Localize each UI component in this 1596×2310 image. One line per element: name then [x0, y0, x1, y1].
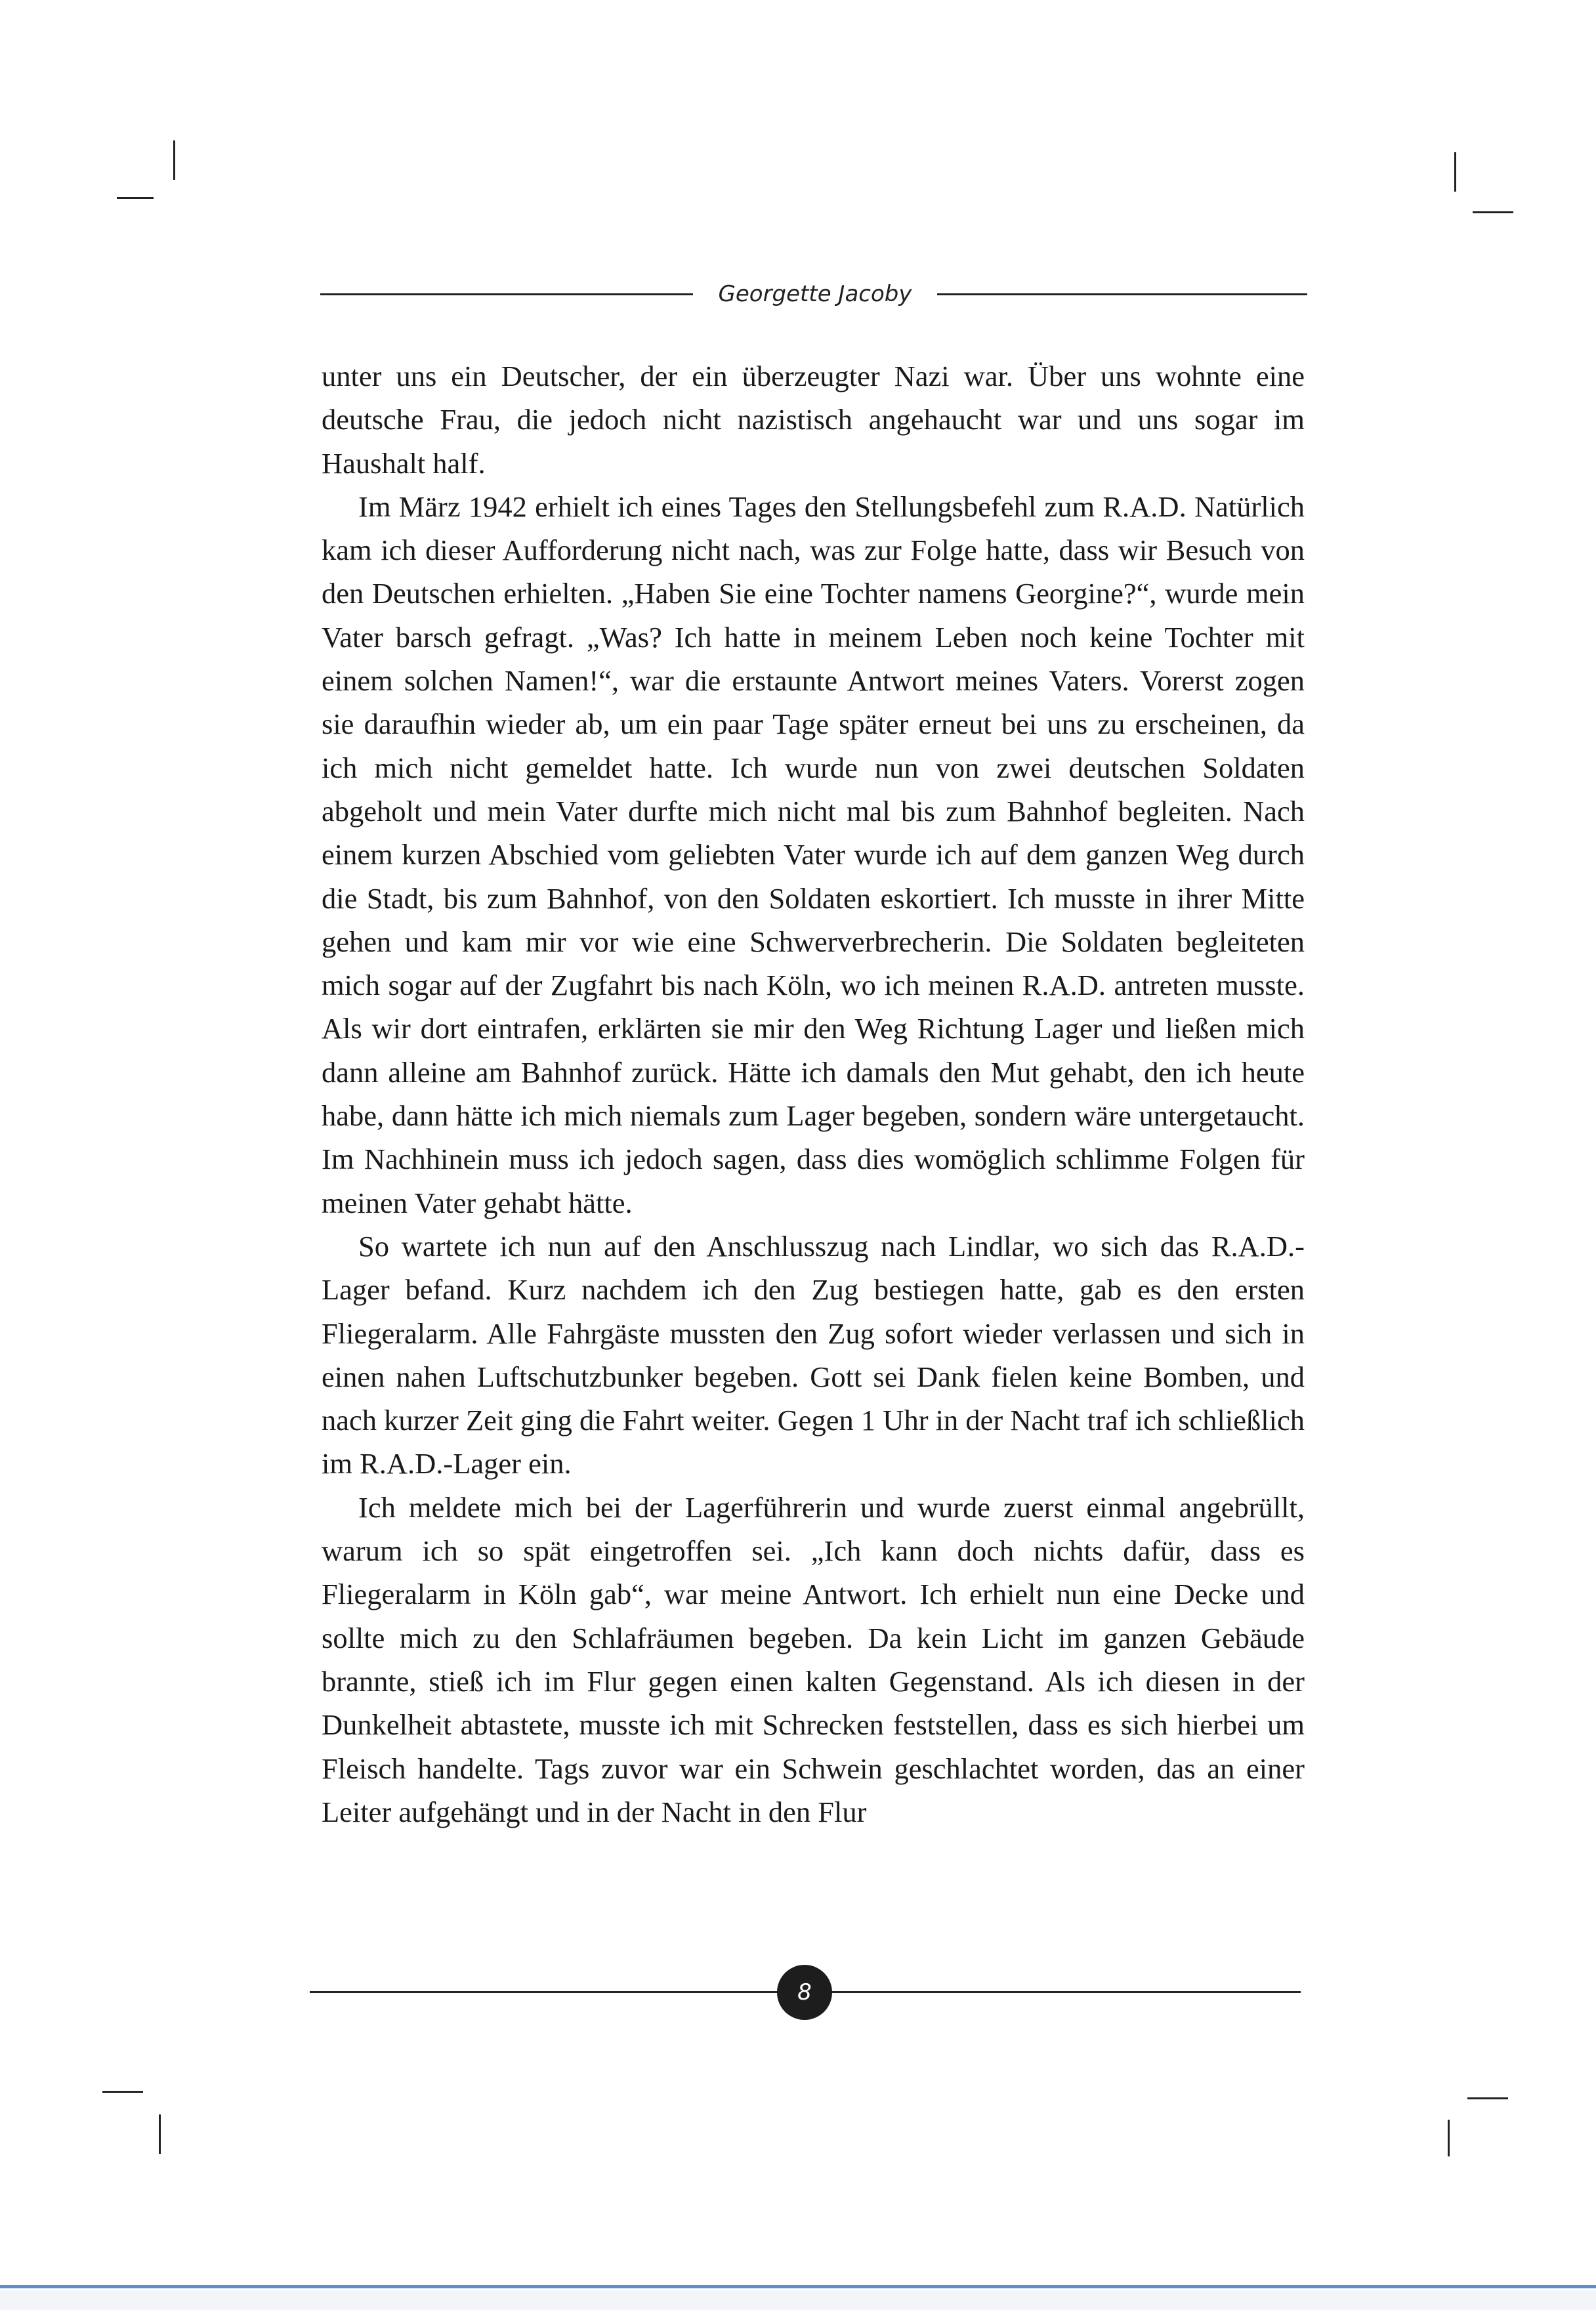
scan-edge-line: [0, 2285, 1596, 2288]
crop-mark-bottom-right-vertical: [1448, 2120, 1450, 2156]
crop-mark-bottom-left-horizontal: [102, 2091, 143, 2093]
crop-mark-bottom-left-vertical: [159, 2114, 161, 2154]
crop-mark-top-left-horizontal: [117, 197, 154, 199]
paragraph-4: Ich meldete mich bei der Lagerführerin und wurde zuerst einmal angebrüllt, warum ich so spät eingetroffen sei. „Ich kann doch nichts dafür, dass es Fliegeralarm in Köln gab“, war meine Antwort. Ich erhielt nun eine Decke und sollte mich zu den Schlafräumen begeben. Da kein Licht im ganzen Gebäude brannte, stieß ich im Flur gegen einen kalten Gegenstand. Als ich diesen in der Dunkelheit abtastete, musste ich mit Schrecken feststellen, dass es sich hierbei um Fleisch handelte. Tags zuvor war ein Schwein geschlachtet worden, das an einer Leiter aufgehängt und in der Nacht in den Flur: [322, 1490, 1305, 1828]
paragraph-3: So wartete ich nun auf den Anschlusszug nach Lindlar, wo sich das R.A.D.-Lager befand. Kurz nachdem ich den Zug bestiegen hatte, gab es den ersten Fliegeralarm. Alle Fahrgäste mussten den Zug sofort wieder verlassen und sich in einen nahen Luftschutzbunker begeben. Gott sei Dank fielen keine Bomben, und nach kurzer Zeit ging die Fahrt weiter. Gegen 1 Uhr in der Nacht traf ich schließlich im R.A.D.-Lager ein.: [322, 1229, 1305, 1480]
page-number-badge: [777, 1965, 832, 2020]
body-text: [322, 354, 1305, 1834]
crop-mark-top-left-vertical: [173, 140, 175, 180]
running-header: [320, 274, 1307, 314]
crop-mark-bottom-right-horizontal: [1467, 2097, 1508, 2099]
paragraph-2: Im März 1942 erhielt ich eines Tages den Stellungsbefehl zum R.A.D. Natürlich kam ich dieser Aufforderung nicht nach, was zur Folge hatte, dass wir Besuch von den Deutschen erhielten. „Haben Sie eine Tochter namens Georgine?“, wurde mein Vater barsch gefragt. „Was? Ich hatte in meinem Leben noch keine Tochter mit einem solchen Namen!“, war die erstaunte Antwort meines Vaters. Vorerst zogen sie daraufhin wieder ab, um ein paar Tage später erneut bei uns zu erscheinen, da ich mich nicht gemeldet hatte. Ich wurde nun von zwei deutschen Soldaten abgeholt und mein Vater durfte mich nicht mal bis zum Bahnhof begleiten. Nach einem kurzen Abschied vom geliebten Vater wurde ich auf dem ganzen Weg durch die Stadt, bis zum Bahnhof, von den Soldaten eskortiert. Ich musste in ihrer Mitte gehen und kam mir vor wie eine Schwerverbrecherin. Die Soldaten begleiteten mich sogar auf der Zugfahrt bis nach Köln, wo ich meinen R.A.D. antreten musste. Als wir dort eintrafen, erklärten sie mir den Weg Richtung Lager und ließen mich dann alleine am Bahnhof zurück. Hätte ich damals den Mut gehabt, den ich heute habe, dann hätte ich mich niemals zum Lager begeben, sondern wäre untergetaucht. Im Nachhinein muss ich jedoch sagen, dass dies womöglich schlimme Folgen für meinen Vater gehabt hätte.: [322, 490, 1305, 1219]
crop-mark-top-right-vertical: [1454, 152, 1456, 192]
page-footer: [310, 1962, 1301, 2021]
scan-edge-shadow: [0, 2290, 1596, 2310]
crop-mark-top-right-horizontal: [1473, 211, 1513, 213]
page-number: 8: [797, 1979, 812, 2006]
header-rule-right: [937, 293, 1307, 295]
paragraph-1: unter uns ein Deutscher, der ein überzeugter Nazi war. Über uns wohnte eine deutsche Frau, die jedoch nicht nazistisch angehaucht war und uns sogar im Haushalt half.: [322, 360, 1305, 480]
header-rule-left: [320, 293, 693, 295]
running-title: Georgette Jacoby: [718, 281, 912, 307]
